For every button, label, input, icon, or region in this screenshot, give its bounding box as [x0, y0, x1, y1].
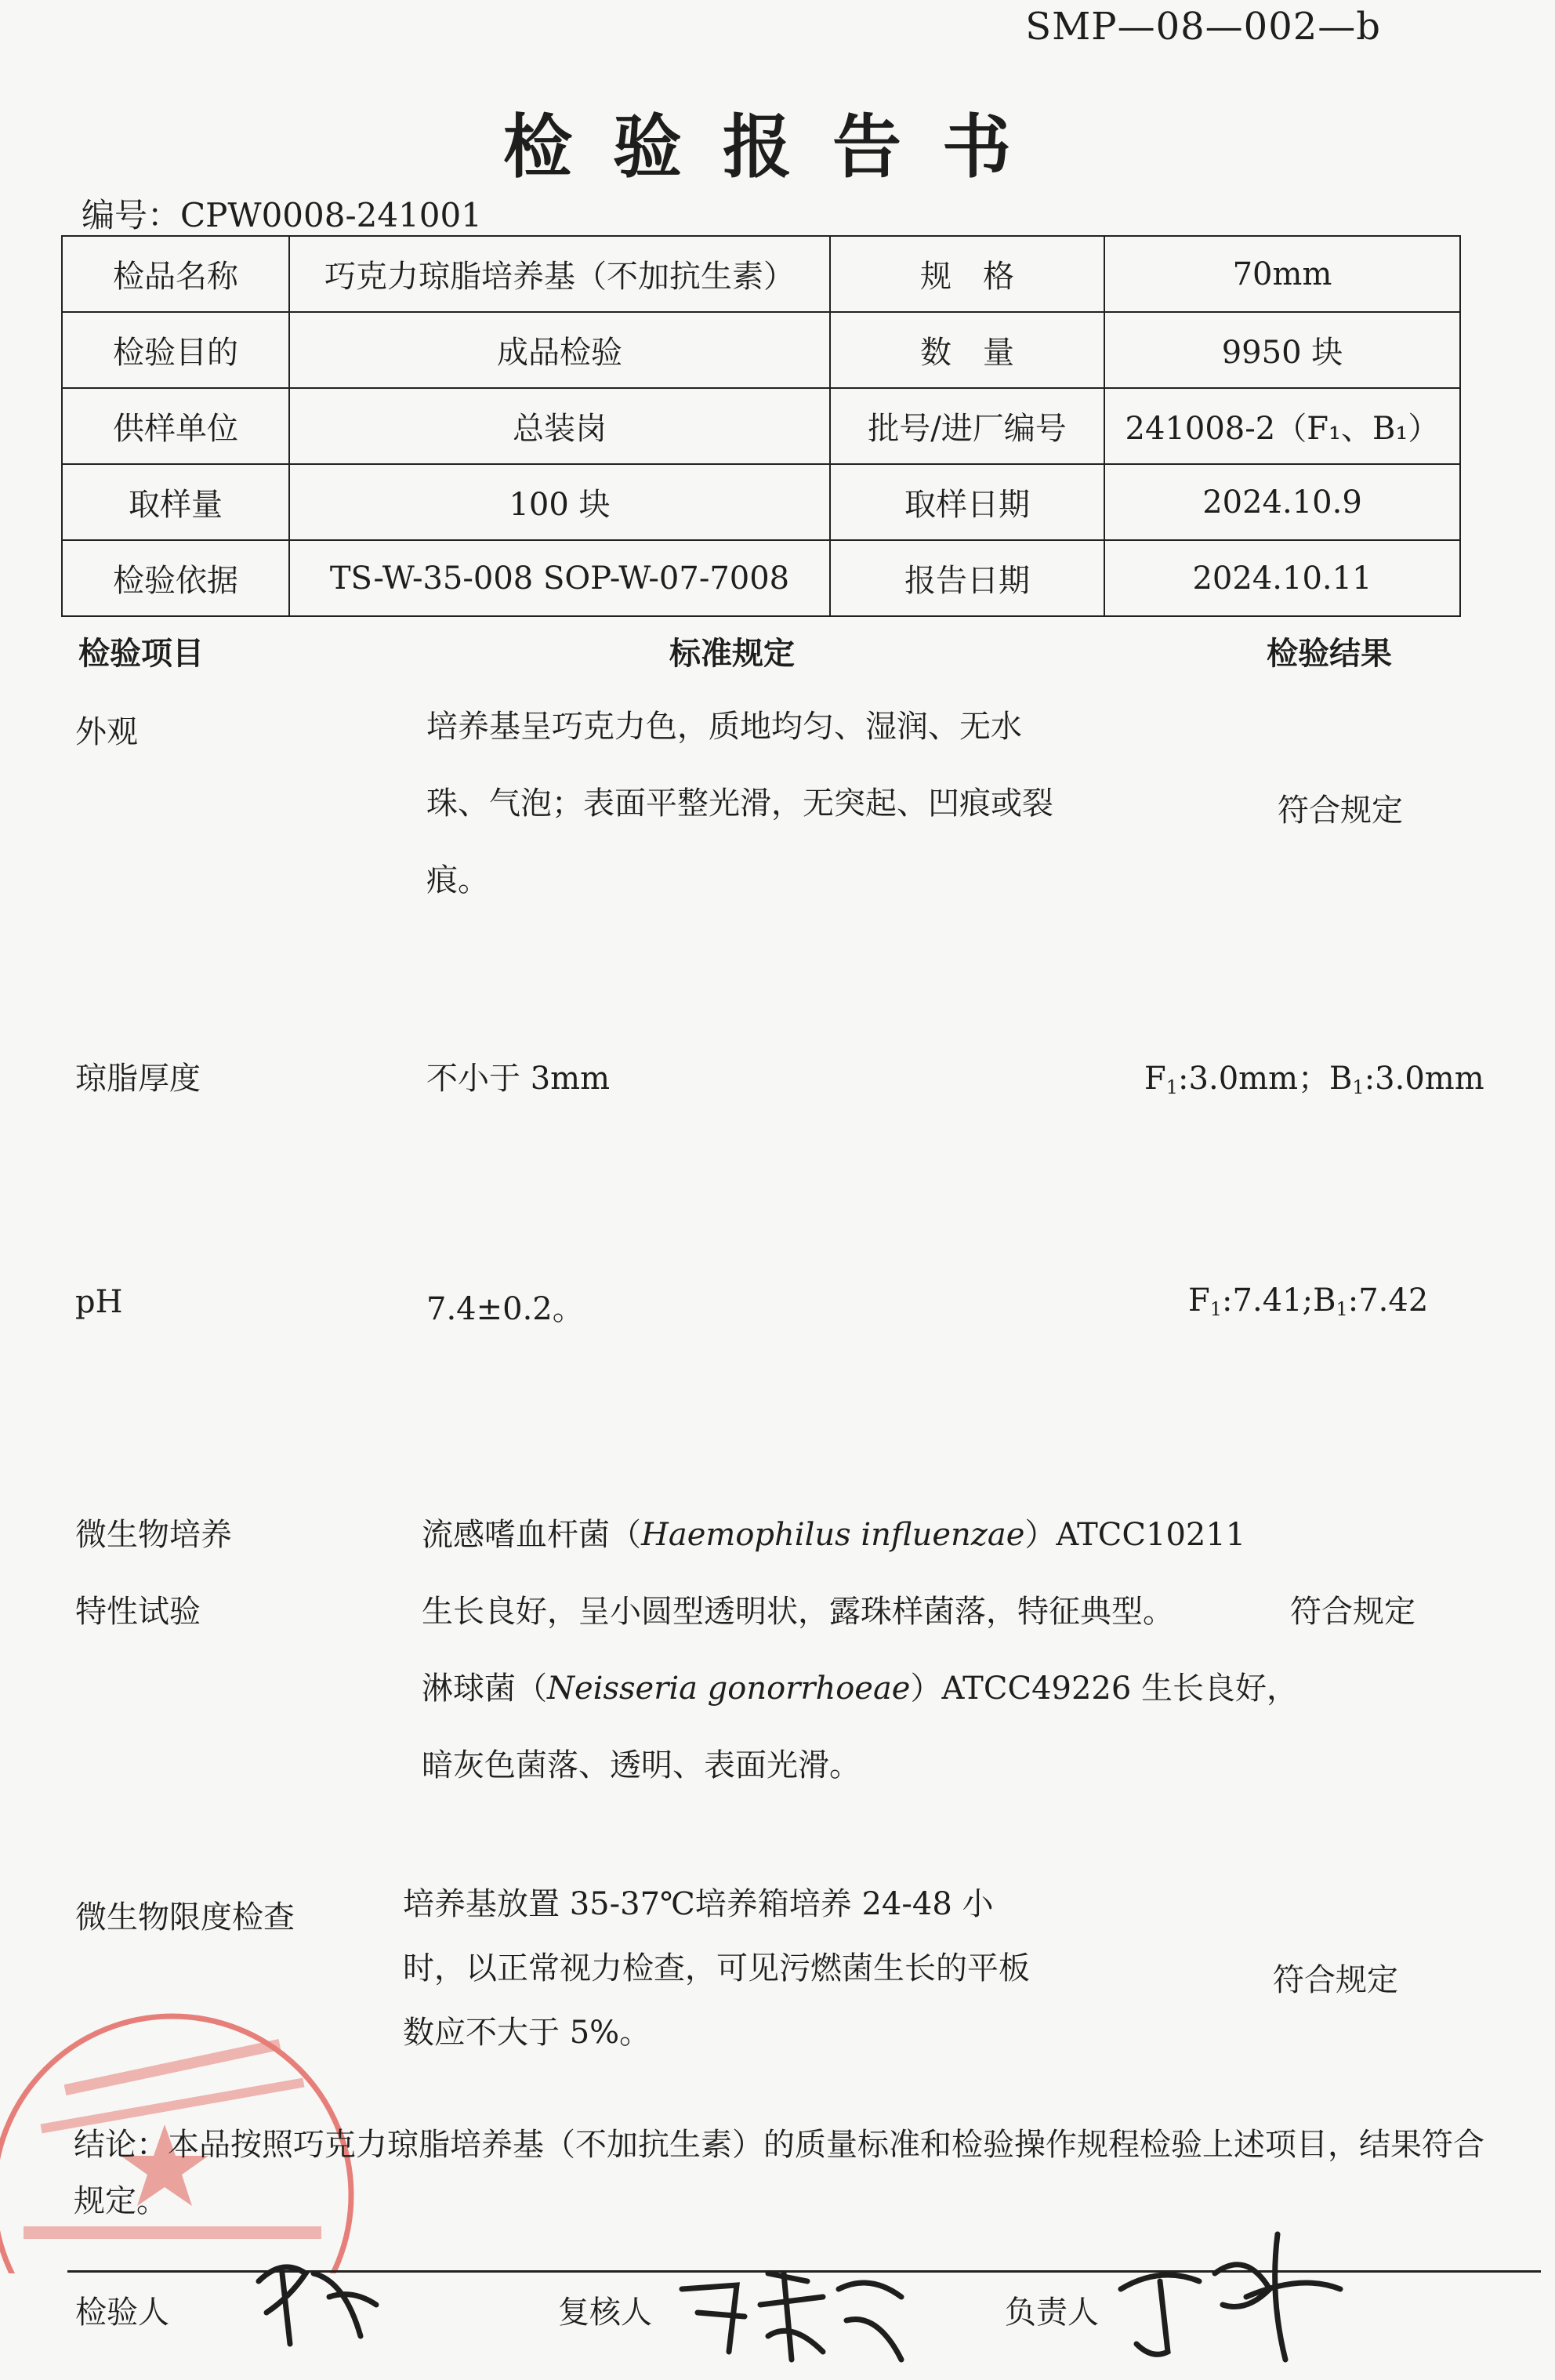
info-value: 70mm [1104, 236, 1460, 312]
column-header-result: 检验结果 [1267, 635, 1392, 672]
column-header-standard: 标准规定 [669, 635, 795, 672]
signature-label-reviewer: 复核人 [558, 2295, 652, 2331]
info-value: 9950 块 [1104, 312, 1460, 388]
result-ph: $F_1:7.41;B_1:7.42$ [1188, 1283, 1429, 1320]
inspector-signature [235, 2226, 392, 2367]
standard-thickness: 不小于 3mm [426, 1061, 611, 1097]
info-value: 巧克力琼脂培养基（不加抗生素） [289, 236, 830, 312]
info-value: 2024.10.11 [1104, 540, 1460, 616]
document-code: SMP—08—002—b [1025, 5, 1381, 49]
info-value: TS-W-35-008 SOP-W-07-7008 [289, 540, 830, 616]
info-table [61, 235, 1461, 617]
info-value: 241008-2（F₁、B₁） [1104, 388, 1460, 464]
table-row [62, 388, 1460, 464]
signature-label-inspector: 检验人 [75, 2295, 169, 2331]
culture-organism-2-desc: 暗灰色菌落、透明、表面光滑。 [422, 1747, 861, 1783]
standard-ph: 7.4±0.2。 [426, 1291, 584, 1327]
report-title: 检验报告书 [502, 106, 1052, 187]
responsible-signature [1113, 2219, 1348, 2367]
table-row [62, 540, 1460, 616]
info-value: 2024.10.9 [1104, 464, 1460, 540]
table-row [62, 464, 1460, 540]
result-thickness: $F_1:3.0mm$；$B_1:3.0mm$ [1144, 1061, 1484, 1098]
serial-number: 编号：CPW0008-241001 [82, 196, 482, 234]
info-label: 报告日期 [830, 540, 1104, 616]
culture-organism-2: 淋球菌（Neisseria gonorrhoeae）ATCC49226 生长良好， [422, 1671, 1299, 1707]
info-label: 检验目的 [62, 312, 289, 388]
column-header-item: 检验项目 [78, 635, 204, 672]
info-label: 批号/进厂编号 [830, 388, 1104, 464]
conclusion-text: 结论：本品按照巧克力琼脂培养基（不加抗生素）的质量标准和检验操作规程检验上述项目，结果符合规定。 [74, 2127, 1484, 2219]
table-row [62, 312, 1460, 388]
item-label-culture: 微生物培养 [75, 1517, 232, 1553]
info-label: 取样量 [62, 464, 289, 540]
info-label: 规 格 [830, 236, 1104, 312]
table-row [62, 236, 1460, 312]
info-label: 取样日期 [830, 464, 1104, 540]
info-value: 总装岗 [289, 388, 830, 464]
item-label-culture-2: 特性试验 [75, 1594, 201, 1630]
reviewer-signature [666, 2242, 917, 2375]
info-label: 数 量 [830, 312, 1104, 388]
info-value: 100 块 [289, 464, 830, 540]
item-label-appearance: 外观 [75, 714, 138, 750]
result-appearance: 符合规定 [1278, 793, 1403, 829]
item-label-limit: 微生物限度检查 [75, 1899, 295, 1936]
info-label: 检验依据 [62, 540, 289, 616]
result-culture: 符合规定 [1290, 1594, 1415, 1630]
item-label-ph: pH [75, 1284, 123, 1320]
info-value: 成品检验 [289, 312, 830, 388]
result-limit: 符合规定 [1273, 1962, 1398, 1998]
culture-organism-1-desc: 生长良好，呈小圆型透明状，露珠样菌落，特征典型。 [422, 1594, 1174, 1630]
info-label: 供样单位 [62, 388, 289, 464]
culture-organism-1: 流感嗜血杆菌（Haemophilus influenzae）ATCC10211 [422, 1517, 1246, 1553]
info-label: 检品名称 [62, 236, 289, 312]
standard-appearance: 培养基呈巧克力色，质地均匀、湿润、无水珠、气泡；表面平整光滑，无突起、凹痕或裂痕。 [426, 709, 1053, 898]
item-label-thickness: 琼脂厚度 [75, 1061, 201, 1097]
signature-label-responsible: 负责人 [1005, 2295, 1099, 2331]
standard-limit: 培养基放置 35-37℃培养箱培养 24-48 小时，以正常视力检查，可见污燃菌生长的平板数应不大于 5%。 [403, 1886, 1030, 2051]
